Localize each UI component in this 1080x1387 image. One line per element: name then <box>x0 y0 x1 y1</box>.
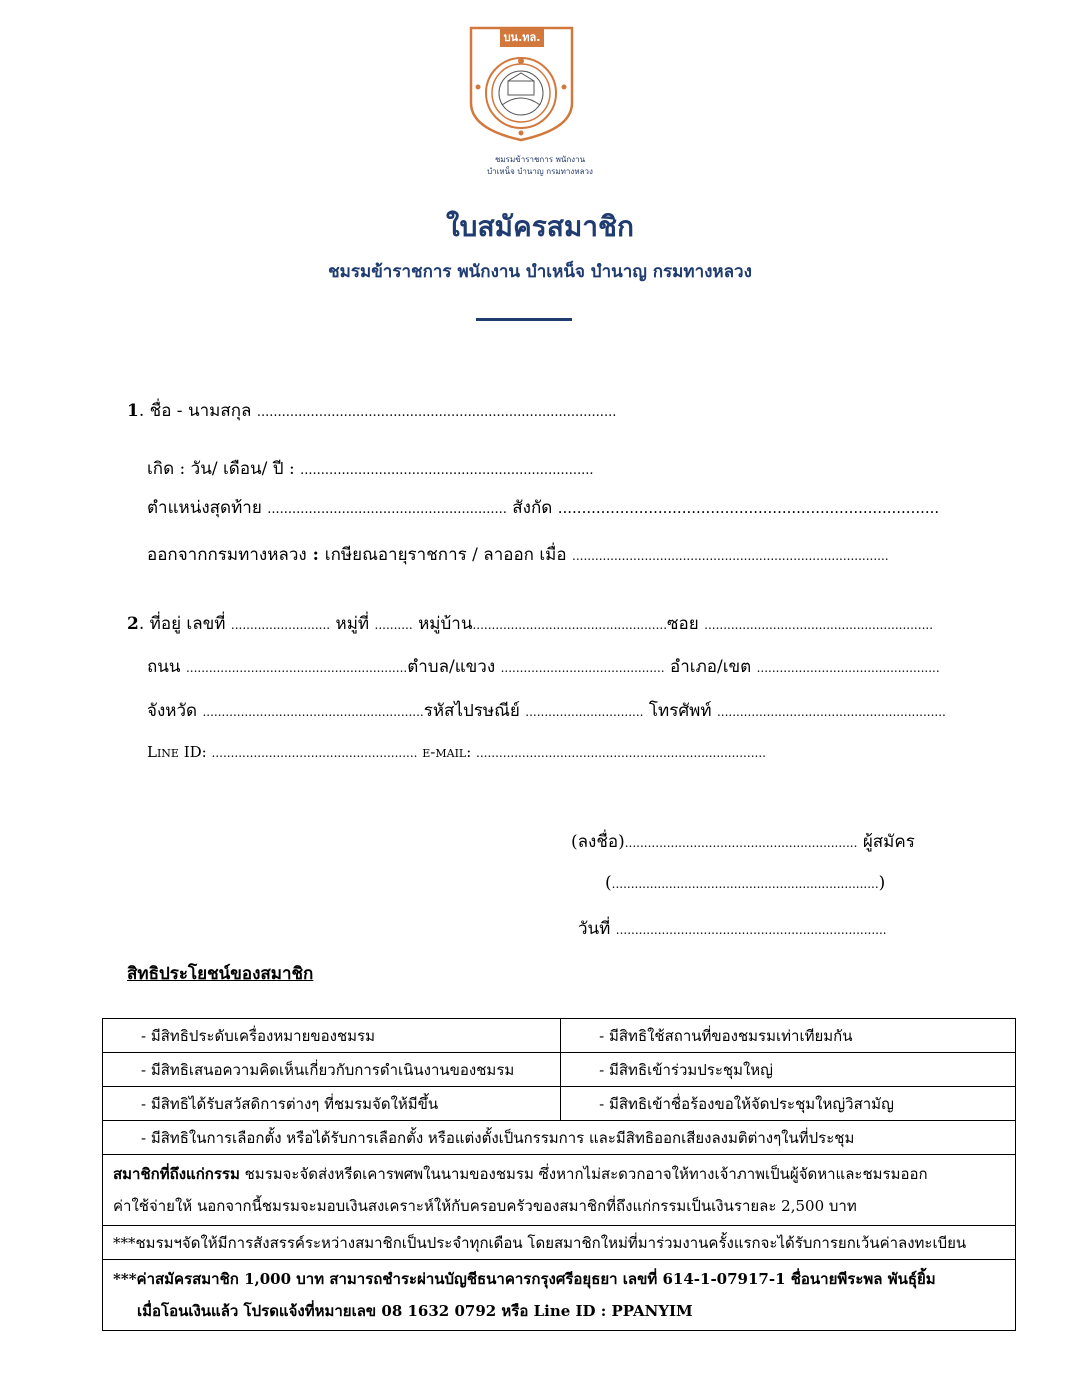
benefit-cell: - มีสิทธิเข้าร่วมประชุมใหญ่ <box>561 1053 1016 1087</box>
sign-label: (ลงชื่อ) <box>571 832 625 852</box>
deceased-text-2: ค่าใช้จ่ายให้ นอกจากนี้ชมรมจะมอบเงินสงเคราะห์ให้กับครอบครัวของสมาชิกที่ถึงแก่กรรมเป็นเงินรายละ 2,500 บาท <box>113 1197 857 1215</box>
paren-open: ( <box>605 873 612 893</box>
fee-line-1: ***ค่าสมัครสมาชิก 1,000 บาท สามารถชำระผ่านบัญชีธนาคารกรุงศรีอยุธยา เลขที่ 614-1-07917-1 ชื่อนายพีระพล พันธุ์ยิ้ม <box>113 1270 936 1288</box>
phone-label: โทรศัพท์ <box>643 701 717 721</box>
province-label: จังหวัด <box>147 701 203 721</box>
line-id-field[interactable]: ...................................................... <box>211 746 418 760</box>
benefit-gathering: ***ชมรมฯจัดให้มีการสังสรรค์ระหว่างสมาชิกเป็นประจำทุกเดือน โดยสมาชิกใหม่ที่มาร่วมงานครั้งแรกจะได้รับการยกเว้นค่าลงทะเบียน <box>103 1226 1016 1260</box>
postal-field[interactable]: ............................... <box>525 705 644 719</box>
section-number: 1 <box>127 401 139 421</box>
benefit-cell: - มีสิทธิเสนอความคิดเห็นเกี่ยวกับการดำเนินงานของชมรม <box>103 1053 561 1087</box>
road-field[interactable]: .......................................................... <box>185 661 408 675</box>
date-row <box>578 915 887 942</box>
postal-label: รหัสไปรษณีย์ <box>423 701 526 721</box>
birth-row <box>147 455 594 482</box>
signature-row <box>571 828 915 855</box>
logo-text: บน.ทล. <box>503 31 541 44</box>
benefit-cell: - มีสิทธิประดับเครื่องหมายของชมรม <box>103 1019 561 1053</box>
line-id-label: Line ID: <box>147 743 212 761</box>
road-label: ถนน <box>147 657 186 677</box>
road-row <box>147 653 940 680</box>
date-field[interactable]: ....................................................................... <box>615 923 887 937</box>
email-field[interactable]: ............................................................................ <box>476 746 766 760</box>
soi-label: ซอย <box>667 614 705 634</box>
district-label: อำเภอ/เขต <box>664 657 757 677</box>
benefit-deceased <box>103 1155 1016 1226</box>
date-label: วันที่ <box>578 919 616 939</box>
signature-field[interactable]: ............................................................. <box>624 836 858 850</box>
table-row <box>103 1053 1016 1087</box>
org-name-small-2: บำเหน็จ บำนาญ กรมทางหลวง <box>487 167 593 176</box>
contact-row <box>147 743 766 761</box>
printed-name-field[interactable]: ...................................................................... <box>611 877 879 891</box>
benefit-cell: - มีสิทธิเข้าชื่อร้องขอให้จัดประชุมใหญ่วิสามัญ <box>561 1087 1016 1121</box>
benefits-heading: สิทธิประโยชน์ของสมาชิก <box>127 964 314 984</box>
position-label: ตำแหน่งสุดท้าย <box>147 498 268 518</box>
name-label: . ชื่อ - นามสกุล <box>138 401 257 421</box>
leave-row <box>147 541 889 568</box>
village-label: หมู่บ้าน <box>412 614 473 634</box>
district-field[interactable]: ................................................ <box>756 661 940 675</box>
membership-fee <box>103 1260 1016 1331</box>
title-divider <box>476 318 572 321</box>
benefits-table <box>102 1018 1016 1331</box>
table-row <box>103 1226 1016 1260</box>
table-row <box>103 1260 1016 1331</box>
name-field[interactable]: ....................................................................................... <box>256 405 617 420</box>
applicant-label: ผู้สมัคร <box>857 832 915 852</box>
page-title: ใบสมัครสมาชิก <box>446 210 634 243</box>
club-logo <box>468 25 575 143</box>
fee-line-2: เมื่อโอนเงินแล้ว โปรดแจ้งที่หมายเลข 08 1632 0792 หรือ Line ID : PPANYIM <box>137 1302 693 1320</box>
village-field[interactable]: ................................................... <box>472 618 668 632</box>
leave-options: เกษียณอายุราชการ / ลาออก เมื่อ <box>324 545 572 565</box>
subdistrict-field[interactable]: ........................................... <box>500 661 665 675</box>
position-field[interactable]: .......................................................... <box>267 502 507 517</box>
section-number: 2 <box>127 614 139 634</box>
leave-colon: : <box>306 545 325 565</box>
benefit-cell: - มีสิทธิได้รับสวัสดิการต่างๆ ที่ชมรมจัดให้มีขึ้น <box>103 1087 561 1121</box>
birth-label: เกิด : วัน/ เดือน/ ปี : <box>147 459 301 479</box>
deceased-heading: สมาชิกที่ถึงแก่กรรม <box>113 1165 240 1183</box>
province-field[interactable]: .......................................................... <box>202 705 424 719</box>
soi-field[interactable]: ............................................................ <box>704 618 934 632</box>
house-field[interactable]: .......................... <box>230 618 331 632</box>
moo-label: หมู่ที่ <box>330 614 375 634</box>
phone-field[interactable]: ............................................................ <box>716 705 946 719</box>
deceased-text-1: ชมรมจะจัดส่งหรีดเคารพศพในนามของชมรม ซึ่งหากไม่สะดวกอาจให้ทางเจ้าภาพเป็นผู้จัดหาและชมรมออก <box>239 1165 928 1183</box>
moo-field[interactable]: .......... <box>374 618 413 632</box>
position-row <box>147 494 939 521</box>
leave-label: ออกจากกรมทางหลวง <box>147 545 307 565</box>
table-row <box>103 1019 1016 1053</box>
table-row <box>103 1155 1016 1226</box>
table-row <box>103 1087 1016 1121</box>
province-row <box>147 697 946 724</box>
org-name-small-1: ชมรมข้าราชการ พนักงาน <box>494 155 586 164</box>
page-subtitle: ชมรมข้าราชการ พนักงาน บำเหน็จ บำนาญ กรมทางหลวง <box>328 262 752 282</box>
table-row <box>103 1121 1016 1155</box>
birth-field[interactable]: ....................................................................... <box>300 463 594 478</box>
email-label: e-mail: <box>417 743 477 761</box>
benefit-cell: - มีสิทธิใช้สถานที่ของชมรมเท่าเทียมกัน <box>561 1019 1016 1053</box>
benefit-election: - มีสิทธิในการเลือกตั้ง หรือได้รับการเลือกตั้ง หรือแต่งตั้งเป็นกรรมการ และมีสิทธิออกเสียงลงมติต่างๆในที่ประชุม <box>103 1121 1016 1155</box>
leave-date-field[interactable]: ................................................................................... <box>572 549 889 563</box>
subdistrict-label: ตำบล/แขวง <box>407 657 501 677</box>
address-row <box>127 610 933 637</box>
house-label: . ที่อยู่ เลขที่ <box>138 614 231 634</box>
affiliation-field[interactable]: ................................................................................ <box>557 499 940 517</box>
paren-close: ) <box>878 873 886 893</box>
printed-name-row <box>605 873 885 893</box>
affiliation-label: สังกัด <box>506 498 558 518</box>
name-row <box>127 397 616 424</box>
